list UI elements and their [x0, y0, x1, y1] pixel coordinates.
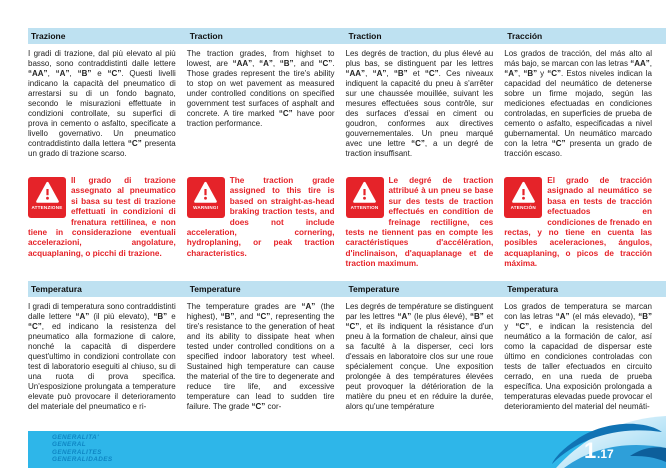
traction-body-es: Los grados de tracción, del más alto al más bajo, se marcan con las letras “AA”, “A”, “B” y “C”. Estos niveles indican la capacidad del neumático de detenerse sobre un firme mojado, según las mediciones efectuadas en condiciones controladas, en superficies de prueba de cemento o asfalto, especificadas a nivel gubernamental. Un neumático marcado con la letra “C” presenta un grado de tracción escaso.	[504, 49, 652, 158]
caution-label: WARNING!	[193, 205, 219, 210]
footer-label-es: GENERALIDADES	[52, 456, 113, 464]
traction-column-it	[28, 44, 176, 281]
temperature-column-en	[187, 297, 335, 412]
warning-text: Il grado di trazione assegnato al pneumatico si basa su test di trazione effettuati in condizioni di frenatura rettilinea, e non tiene in considerazione eventuali accelerazioni, angolature, acquaplaning, o picchi di trazione.	[28, 176, 176, 258]
traction-title-en: Traction	[189, 31, 223, 41]
traction-warning-it	[28, 176, 176, 259]
traction-warning-en	[187, 176, 335, 259]
traction-column-en	[187, 44, 335, 281]
warning-text: Le degré de traction attribué à un pneu se base sur des tests de traction effectués en condition de freinage rectiligne, ces tests ne tiennent pas en compte les caractéristiques d'accélération, d'inclinaison, d'aquaplanage et de traction maximum.	[345, 176, 494, 269]
caution-triangle-icon	[504, 177, 542, 218]
caution-triangle-icon	[28, 177, 66, 218]
traction-title-es: Tracción	[507, 31, 543, 41]
traction-body-it: I gradi di trazione, dal più elevato al più basso, sono contraddistinti dalle lettere “AA”, “A”, “B” e “C”. Questi livelli indicano la capacità del pneumatico di arrestarsi su di un fondo bagnato, secondo le misurazioni effettuate in condizioni controllate, su superfici di prova in cemento o asfalto, specificate a livello governativo. Un pneumatico contraddistinto dalla lettera “C” presenta un grado di trazione scarso.	[28, 49, 176, 158]
temperature-body-es: Los grados de temperatura se marcan con las letras “A” (el más elevado), “B” y “C”, e indican la resistencia del neumático a la formación de calor, así como la capacidad de dispersar este último en condiciones controladas con tests de taller efectuados en circuito cerrado, en una rueda de prueba específica. Una exposición prolongada a temperaturas elevadas puede provocar el deterioramiento del material del neumáti-	[504, 302, 652, 411]
traction-title-fr: Traction	[348, 31, 382, 41]
footer-label-en: GENERAL	[52, 441, 87, 449]
traction-warning-fr	[346, 176, 494, 270]
temperature-body-fr: Les degrés de température se distinguent par les lettres “A” (le plus élevé), “B” et “C”, et ils indiquent la résistance d'un pneu à la formation de chaleur, ainsi que sa faculté à la disperser, ceci lors d'essais en laboratoire clos sur une roue spécialement conçue. Une exposition prolongée à des températures élevées peut provoquer la détérioration de la matière du pneu et en réduire la durée, alors qu'une température	[345, 302, 494, 411]
page-number-ribbon	[538, 414, 666, 468]
temperature-column-it	[28, 297, 176, 412]
temperature-column-fr	[346, 297, 494, 412]
temperature-title-it: Temperatura	[31, 284, 82, 294]
warning-text: El grado de tracción asignado al neumático se basa en tests de tracción efectuados en condiciones de frenado en rectas, y no tiene en cuenta las posibles aceleraciones, ángulos, acquaplaning, o picos de tracción máxima.	[504, 176, 652, 269]
traction-warning-es	[504, 176, 652, 270]
caution-triangle-icon	[346, 177, 384, 218]
traction-title-bar	[28, 28, 666, 44]
traction-body-en: The traction grades, from highset to lowest, are “AA”, “A”, “B”, and “C”. Those grades represent the tire's ability to stop on wet pavement as measured under controlled conditions on specified government test surfaces of asphalt and concrete. A tire marked “C” have poor traction performance.	[186, 49, 335, 128]
footer-label-fr: GENERALITES	[52, 448, 102, 456]
caution-label: ATENCIÓN	[510, 205, 536, 210]
footer-label-it: GENERALITA'	[52, 434, 99, 441]
temperature-title-bar	[28, 281, 666, 297]
page-number-sub: .17	[597, 447, 614, 461]
traction-columns	[28, 44, 666, 281]
traction-body-fr: Les degrés de traction, du plus élevé au plus bas, se distinguent par les lettres “AA”, “A”, “B” et “C”. Ces niveaux indiquent la capacité du pneu à s'arrêter sur une chaussée mouillée, suivant les mesures effectuées sous contrôle, sur des surfaces d'essai en ciment ou goudron, conformes aux directives gouvernementales. Un pneu marqué avec une lettre “C”, a un degré de traction insuffisant.	[345, 49, 494, 158]
caution-triangle-icon	[187, 177, 225, 218]
temperature-column-es	[504, 297, 652, 412]
page-number-main: 1	[584, 438, 597, 463]
temperature-title-en: Temperature	[189, 284, 241, 294]
warning-text: The traction grade assigned to this tire is based on straight-as-head braking traction tests, and does not include acceleration, cornering, hydroplaning, or peak traction characteristics.	[186, 176, 335, 258]
temperature-columns	[28, 297, 666, 412]
caution-label: ATTENTION	[350, 205, 379, 210]
temperature-body-it: I gradi di temperatura sono contraddistinti dalle lettere “A” (il più elevato), “B” e “C”, ed indicano la resistenza del pneumatico alla formazione di calore, nonché la capacità di disperdere quest'ultimo in condizioni controllate con test di laboratorio eseguiti al chiuso, su di una ruota di prova specifica. Un'esposizione prolungata a temperature elevate può provocare il deterioramento del materiale del pneumatico e ri-	[28, 302, 176, 411]
traction-column-es	[504, 44, 652, 281]
temperature-body-en: The temperature grades are “A” (the highest), “B”, and “C”, representing the tire's resistance to the generation of heat and its ability to dissipate heat when tested under controlled conditions on a specified indoor laboratory test wheel. Sustained high temperature can cause the material of the tire to degenerate and reduce tire life, and excessive temperature can lead to sudden tire failure. The grade “C” cor-	[186, 302, 335, 411]
traction-column-fr	[346, 44, 494, 281]
traction-title-it: Trazione	[31, 31, 66, 41]
temperature-title-es: Temperatura	[507, 284, 559, 294]
temperature-title-fr: Temperature	[348, 284, 400, 294]
caution-label: ATTENZIONE	[31, 205, 63, 210]
